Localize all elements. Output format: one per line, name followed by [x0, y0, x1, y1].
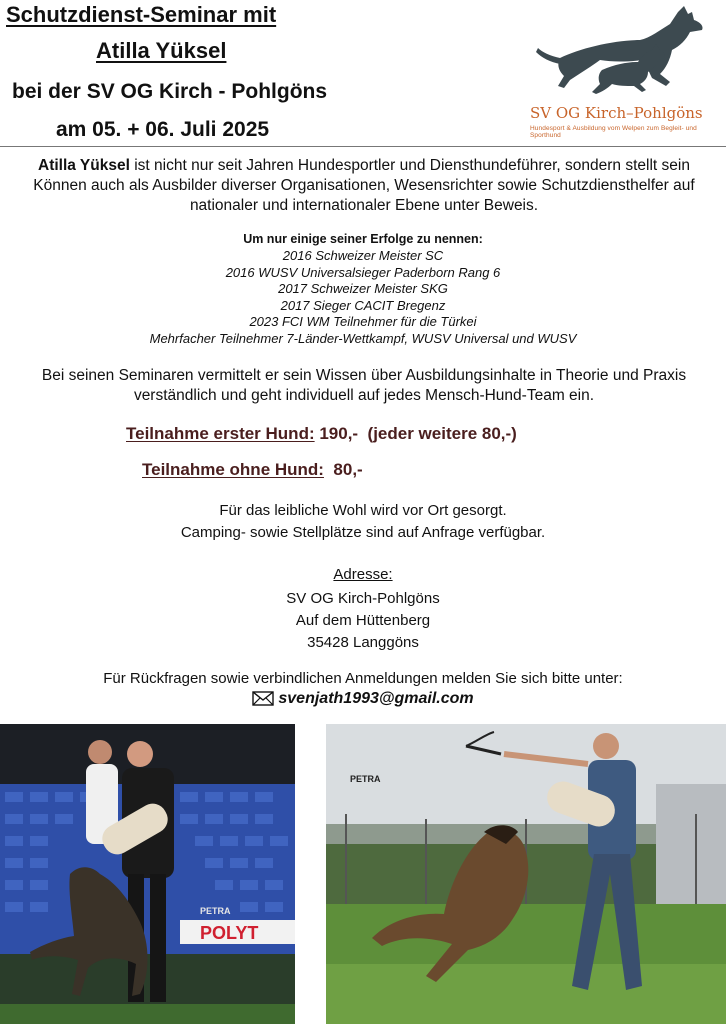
- logo-name: SV OG Kirch–Pohlgöns: [530, 104, 703, 122]
- success-item: Mehrfacher Teilnehmer 7-Länder-Wettkampf, WUSV Universal und WUSV: [149, 330, 577, 346]
- success-item: 2016 Schweizer Meister SC: [282, 248, 444, 263]
- stadium-photo-illustration: [0, 724, 295, 1024]
- address-line: Auf dem Hüttenberg: [295, 612, 431, 629]
- price-without-value: 80,-: [323, 460, 363, 479]
- seminar-paragraph: Bei seinen Seminaren vermittelt er sein Wissen über Ausbildungsinhalte in Theorie und Praxis verständlich und geht individuell auf jedes Mensch-Hund-Team ein.: [41, 367, 687, 404]
- photo-watermark: PETRA: [200, 906, 231, 916]
- title-line-4: am 05. + 06. Juli 2025: [56, 118, 270, 141]
- envelope-icon: [252, 691, 274, 706]
- photo-field-jump: [326, 724, 726, 1024]
- success-item: 2016 WUSV Universalsieger Paderborn Rang 6: [225, 264, 501, 280]
- intro-text: ist nicht nur seit Jahren Hundesportler und Diensthundeführer, sondern stellt sein Können auch als Ausbilder diverser Organisationen, Wesensrichter sowie Schutzdiensthelfer auf nationaler und internationaler Ebene unter Beweis.: [33, 157, 695, 214]
- title-line-3: bei der SV OG Kirch - Pohlgöns: [12, 80, 328, 103]
- email-row: [0, 690, 726, 708]
- price-first-label: Teilnahme erster Hund:: [126, 424, 315, 443]
- address-lines: [0, 588, 726, 654]
- success-item: 2017 Sieger CACIT Bregenz: [280, 297, 446, 313]
- header-divider: [0, 146, 726, 147]
- logo-tagline: Hundesport & Ausbildung vom Welpen zum Begleit- und Sporthund: [530, 125, 697, 139]
- successes-list: [0, 248, 726, 348]
- photo-watermark: PETRA: [350, 774, 381, 784]
- field-photo-illustration: [326, 724, 726, 1024]
- price-first-value: 190,- (jeder weitere 80,-): [314, 424, 517, 443]
- title-line-1: Schutzdienst-Seminar mit: [6, 2, 277, 27]
- intro-paragraph: [14, 156, 714, 216]
- info-line-2: Camping- sowie Stellplätze sind auf Anfrage verfügbar.: [180, 524, 546, 541]
- stadium-banner-text: POLYT: [200, 923, 259, 943]
- photo-stadium-training: [0, 724, 295, 1024]
- title-line-2: Atilla Yüksel: [96, 38, 227, 63]
- address-line: SV OG Kirch-Pohlgöns: [286, 590, 440, 607]
- success-item: 2017 Schweizer Meister SKG: [278, 281, 448, 297]
- success-item: 2023 FCI WM Teilnehmer für die Türkei: [249, 314, 477, 330]
- price-first-dog: [126, 424, 517, 444]
- contact-text: Für Rückfragen sowie verbindlichen Anmeldungen melden Sie sich bitte unter:: [103, 670, 623, 687]
- info-line-1: Für das leibliche Wohl wird vor Ort gesorgt.: [219, 502, 507, 519]
- address-heading: Adresse:: [333, 566, 393, 583]
- info-block: [0, 500, 726, 544]
- successes-heading: Um nur einige seiner Erfolge zu nennen:: [243, 232, 483, 246]
- address-line: 35428 Langgöns: [307, 634, 419, 651]
- price-without-label: Teilnahme ohne Hund:: [142, 460, 324, 479]
- email-address[interactable]: svenjath1993@gmail.com: [278, 690, 474, 707]
- price-without-dog: [142, 460, 363, 480]
- intro-name: Atilla Yüksel: [38, 157, 130, 174]
